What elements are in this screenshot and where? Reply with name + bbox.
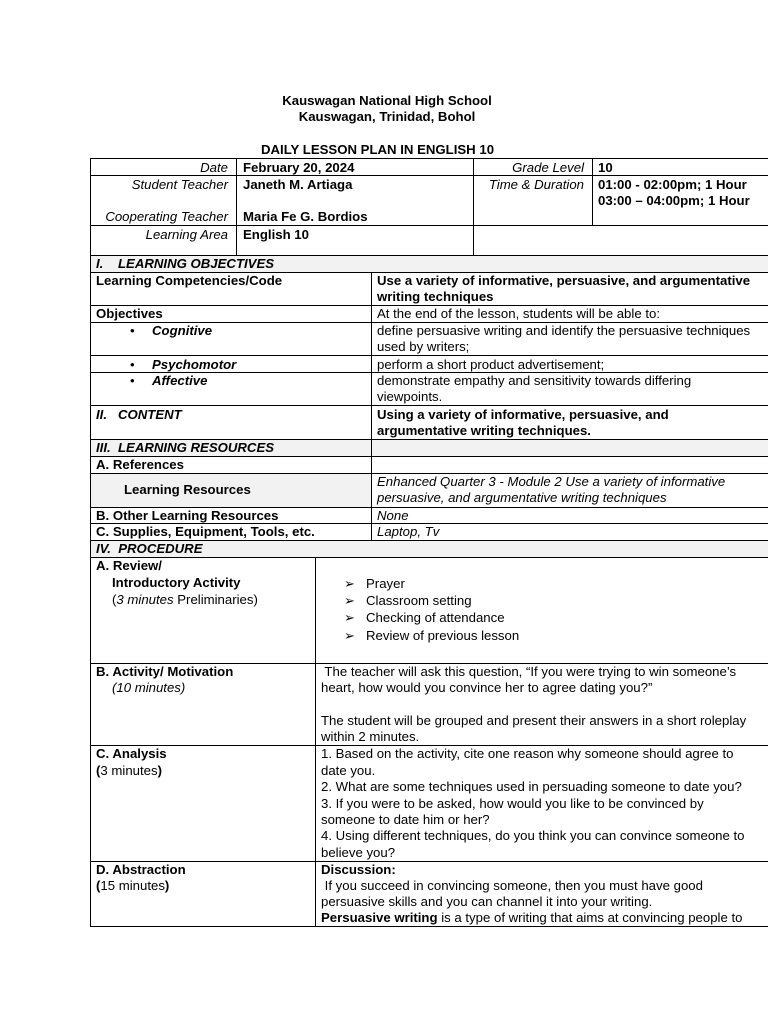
grade-value: 10 xyxy=(598,160,613,175)
bullet-icon: • xyxy=(130,323,135,338)
abstraction-line-3: Persuasive writing is a type of writing that aims at convincing people to xyxy=(321,910,743,925)
table-line xyxy=(90,355,768,356)
analysis-line: 2. What are some techniques used in persuading someone to date you? xyxy=(321,779,742,794)
objectives-label: Objectives xyxy=(96,306,163,321)
table-line xyxy=(315,557,316,927)
review-label-2: Introductory Activity xyxy=(112,575,241,590)
content-line-1: Using a variety of informative, persuasive, and xyxy=(377,407,669,422)
psychomotor-text: perform a short product advertisement; xyxy=(377,357,605,372)
student-teacher-value: Janeth M. Artiaga xyxy=(243,177,353,192)
abstraction-duration: (15 minutes) xyxy=(96,878,170,893)
affective-label: Affective xyxy=(152,373,208,388)
date-label: Date xyxy=(200,160,228,175)
cognitive-line-2: used by writers; xyxy=(377,339,470,354)
activity-line-2: heart, how would you convince her to agree dating you?” xyxy=(321,680,653,695)
content-section-title: II. CONTENT xyxy=(96,407,182,422)
table-line xyxy=(90,225,768,226)
analysis-line: someone to date him or her? xyxy=(321,812,490,827)
learning-area-label: Learning Area xyxy=(145,227,228,242)
abstraction-line-2: persuasive skills and you can channel it into your writing. xyxy=(321,894,653,909)
table-line xyxy=(592,158,593,226)
table-line xyxy=(90,861,768,862)
other-resources-value: None xyxy=(377,508,409,523)
learning-resources-line-1: Enhanced Quarter 3 - Module 2 Use a variety of informative xyxy=(377,474,726,489)
time-value-2: 03:00 – 04:00pm; 1 Hour xyxy=(598,193,750,208)
review-list-item: ➢ Prayer xyxy=(344,576,405,591)
arrow-bullet-icon: ➢ xyxy=(344,593,356,608)
table-line xyxy=(473,158,474,256)
time-value-1: 01:00 - 02:00pm; 1 Hour xyxy=(598,177,747,192)
affective-line-2: viewpoints. xyxy=(377,389,443,404)
analysis-line: 3. If you were to be asked, how would you like to be convinced by xyxy=(321,796,704,811)
activity-label: B. Activity/ Motivation xyxy=(96,664,234,679)
page-title: DAILY LESSON PLAN IN ENGLISH 10 xyxy=(261,142,495,157)
table-line xyxy=(90,926,768,927)
competencies-line-1: Use a variety of informative, persuasive, and argumentative xyxy=(377,273,751,288)
competencies-label: Learning Competencies/Code xyxy=(96,273,283,288)
other-resources-label: B. Other Learning Resources xyxy=(96,508,279,523)
procedure-section-title: IV. PROCEDURE xyxy=(96,541,203,556)
content-line-2: argumentative writing techniques. xyxy=(377,423,591,438)
analysis-line: 1. Based on the activity, cite one reason why someone should agree to xyxy=(321,746,734,761)
cognitive-line-1: define persuasive writing and identify the persuasive techniques xyxy=(377,323,751,338)
activity-line-1: The teacher will ask this question, “If you were trying to win someone’s xyxy=(321,664,737,679)
psychomotor-label: Psychomotor xyxy=(152,357,237,372)
abstraction-line-1: If you succeed in convincing someone, then you must have good xyxy=(321,878,703,893)
supplies-value: Laptop, Tv xyxy=(377,524,440,539)
table-line xyxy=(236,158,237,256)
date-value: February 20, 2024 xyxy=(243,160,355,175)
review-duration: (3 minutes Preliminaries) xyxy=(112,592,258,607)
activity-line-3: The student will be grouped and present their answers in a short roleplay xyxy=(321,713,747,728)
cooperating-teacher-label: Cooperating Teacher xyxy=(105,209,228,224)
grade-label: Grade Level xyxy=(512,160,584,175)
activity-line-4: within 2 minutes. xyxy=(321,729,420,744)
references-label: A. References xyxy=(96,457,184,472)
learning-resources-label: Learning Resources xyxy=(124,482,251,497)
analysis-line: date you. xyxy=(321,763,376,778)
review-list-item: ➢ Classroom setting xyxy=(344,593,472,608)
learning-area-value: English 10 xyxy=(243,227,309,242)
bullet-icon: • xyxy=(130,357,135,372)
time-label: Time & Duration xyxy=(488,177,584,192)
analysis-duration: (3 minutes) xyxy=(96,763,162,778)
bullet-icon: • xyxy=(130,373,135,388)
student-teacher-label: Student Teacher xyxy=(131,177,228,192)
cooperating-teacher-value: Maria Fe G. Bordios xyxy=(243,209,368,224)
table-line xyxy=(371,272,372,540)
table-line xyxy=(90,158,768,159)
objectives-intro: At the end of the lesson, students will be able to: xyxy=(377,306,660,321)
review-list-item: ➢ Checking of attendance xyxy=(344,610,505,625)
discussion-label: Discussion: xyxy=(321,862,396,877)
objectives-section-title: I. LEARNING OBJECTIVES xyxy=(96,256,275,271)
school-name: Kauswagan National High School xyxy=(282,93,492,108)
resources-section-title: III. LEARNING RESOURCES xyxy=(96,440,275,455)
review-label-1: A. Review/ xyxy=(96,558,162,573)
learning-resources-line-2: persuasive, and argumentative writing techniques xyxy=(377,490,667,505)
activity-duration: (10 minutes) xyxy=(112,680,186,695)
review-list-item: ➢ Review of previous lesson xyxy=(344,628,520,643)
arrow-bullet-icon: ➢ xyxy=(344,628,356,643)
affective-line-1: demonstrate empathy and sensitivity towards differing xyxy=(377,373,692,388)
cognitive-label: Cognitive xyxy=(152,323,213,338)
table-line xyxy=(90,158,91,927)
table-line xyxy=(90,557,768,558)
abstraction-label: D. Abstraction xyxy=(96,862,186,877)
school-address: Kauswagan, Trinidad, Bohol xyxy=(298,109,476,124)
table-line xyxy=(90,405,768,406)
table-line xyxy=(90,456,768,457)
analysis-line: believe you? xyxy=(321,845,396,860)
arrow-bullet-icon: ➢ xyxy=(344,576,356,591)
competencies-line-2: writing techniques xyxy=(377,289,494,304)
analysis-line: 4. Using different techniques, do you think you can convince someone to xyxy=(321,828,745,843)
supplies-label: C. Supplies, Equipment, Tools, etc. xyxy=(96,524,315,539)
arrow-bullet-icon: ➢ xyxy=(344,610,356,625)
analysis-label: C. Analysis xyxy=(96,746,167,761)
